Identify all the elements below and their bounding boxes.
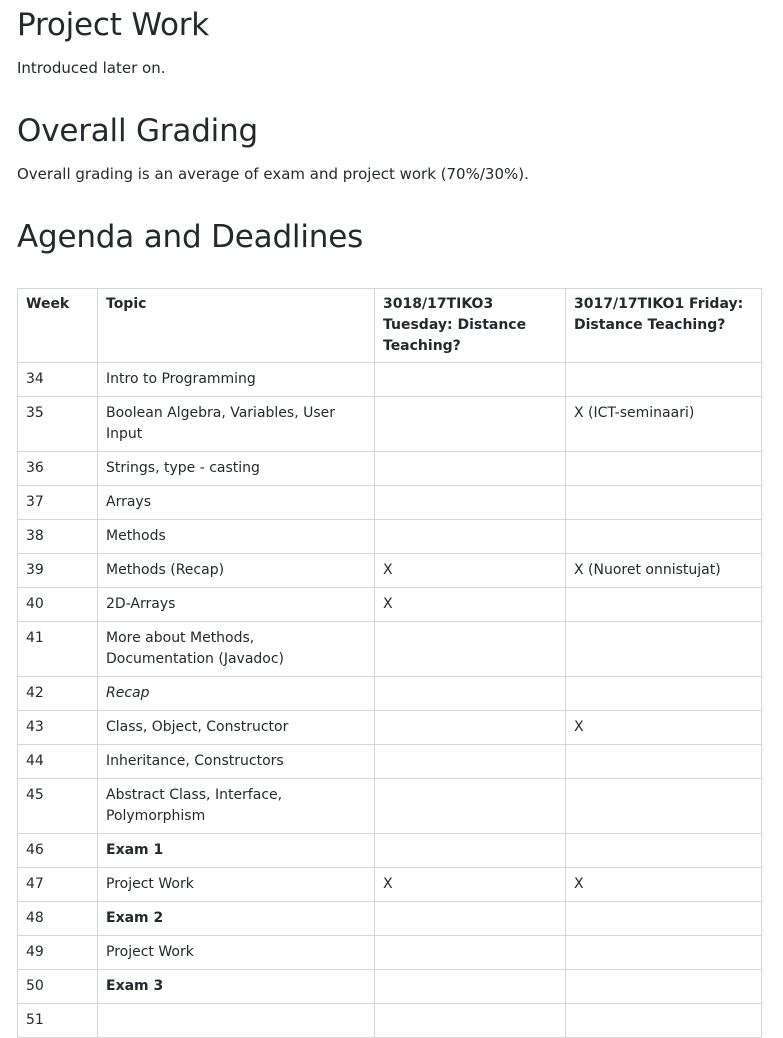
table-row (18, 554, 762, 588)
cell-tuesday (375, 902, 566, 936)
cell-tuesday (375, 520, 566, 554)
cell-tuesday (375, 745, 566, 779)
cell-week: 37 (18, 486, 98, 520)
cell-friday (566, 834, 762, 868)
cell-tuesday (375, 834, 566, 868)
table-row (18, 711, 762, 745)
cell-friday: X (ICT-seminaari) (566, 397, 762, 452)
header-tuesday: 3018/17TIKO3 Tuesday: Distance Teaching? (375, 289, 566, 363)
cell-topic: More about Methods, Documentation (Javadoc) (98, 622, 375, 677)
table-row (18, 622, 762, 677)
cell-topic: 2D-Arrays (98, 588, 375, 622)
cell-topic: Exam 3 (98, 970, 375, 1004)
cell-week: 44 (18, 745, 98, 779)
table-row (18, 520, 762, 554)
cell-friday (566, 520, 762, 554)
cell-tuesday (375, 486, 566, 520)
table-row (18, 902, 762, 936)
cell-topic: Recap (98, 677, 375, 711)
cell-week: 35 (18, 397, 98, 452)
cell-week: 43 (18, 711, 98, 745)
cell-topic: Exam 1 (98, 834, 375, 868)
cell-friday: X (566, 868, 762, 902)
cell-week: 39 (18, 554, 98, 588)
agenda-table (17, 288, 762, 1038)
cell-tuesday (375, 622, 566, 677)
cell-tuesday (375, 1004, 566, 1038)
cell-topic: Project Work (98, 936, 375, 970)
table-row (18, 363, 762, 397)
table-row (18, 834, 762, 868)
cell-friday: X (566, 711, 762, 745)
cell-tuesday (375, 936, 566, 970)
agenda-heading: Agenda and Deadlines (17, 219, 364, 255)
cell-week: 49 (18, 936, 98, 970)
cell-topic: Arrays (98, 486, 375, 520)
cell-tuesday (375, 711, 566, 745)
header-friday: 3017/17TIKO1 Friday: Distance Teaching? (566, 289, 762, 363)
cell-friday (566, 902, 762, 936)
cell-friday (566, 622, 762, 677)
cell-tuesday (375, 363, 566, 397)
cell-week: 42 (18, 677, 98, 711)
table-row (18, 397, 762, 452)
table-row (18, 1004, 762, 1038)
cell-week: 47 (18, 868, 98, 902)
cell-week: 46 (18, 834, 98, 868)
cell-tuesday (375, 677, 566, 711)
table-row (18, 779, 762, 834)
table-row (18, 868, 762, 902)
table-row (18, 486, 762, 520)
cell-topic (98, 1004, 375, 1038)
overall-grading-heading: Overall Grading (17, 113, 259, 149)
cell-week: 38 (18, 520, 98, 554)
cell-topic: Intro to Programming (98, 363, 375, 397)
cell-friday (566, 588, 762, 622)
cell-topic: Project Work (98, 868, 375, 902)
table-row (18, 452, 762, 486)
overall-grading-text: Overall grading is an average of exam and project work (70%/30%). (17, 165, 529, 183)
table-row (18, 745, 762, 779)
cell-tuesday (375, 452, 566, 486)
cell-friday (566, 363, 762, 397)
cell-topic: Strings, type - casting (98, 452, 375, 486)
cell-friday (566, 486, 762, 520)
cell-topic: Inheritance, Constructors (98, 745, 375, 779)
cell-week: 48 (18, 902, 98, 936)
cell-week: 41 (18, 622, 98, 677)
cell-week: 45 (18, 779, 98, 834)
project-work-text: Introduced later on. (17, 59, 166, 77)
cell-week: 40 (18, 588, 98, 622)
table-row (18, 588, 762, 622)
cell-friday (566, 1004, 762, 1038)
cell-topic: Boolean Algebra, Variables, User Input (98, 397, 375, 452)
cell-topic: Methods (Recap) (98, 554, 375, 588)
cell-topic: Exam 2 (98, 902, 375, 936)
cell-tuesday: X (375, 554, 566, 588)
table-header-row (18, 289, 762, 363)
cell-tuesday: X (375, 588, 566, 622)
project-work-heading: Project Work (17, 7, 210, 43)
cell-friday (566, 936, 762, 970)
header-topic: Topic (98, 289, 375, 363)
cell-friday: X (Nuoret onnistujat) (566, 554, 762, 588)
cell-week: 51 (18, 1004, 98, 1038)
table-row (18, 936, 762, 970)
cell-friday (566, 779, 762, 834)
header-week: Week (18, 289, 98, 363)
cell-week: 34 (18, 363, 98, 397)
cell-friday (566, 452, 762, 486)
cell-week: 50 (18, 970, 98, 1004)
cell-topic: Class, Object, Constructor (98, 711, 375, 745)
cell-tuesday: X (375, 868, 566, 902)
cell-topic: Methods (98, 520, 375, 554)
cell-friday (566, 745, 762, 779)
cell-tuesday (375, 779, 566, 834)
cell-friday (566, 677, 762, 711)
table-row (18, 677, 762, 711)
cell-week: 36 (18, 452, 98, 486)
cell-topic: Abstract Class, Interface, Polymorphism (98, 779, 375, 834)
cell-tuesday (375, 397, 566, 452)
